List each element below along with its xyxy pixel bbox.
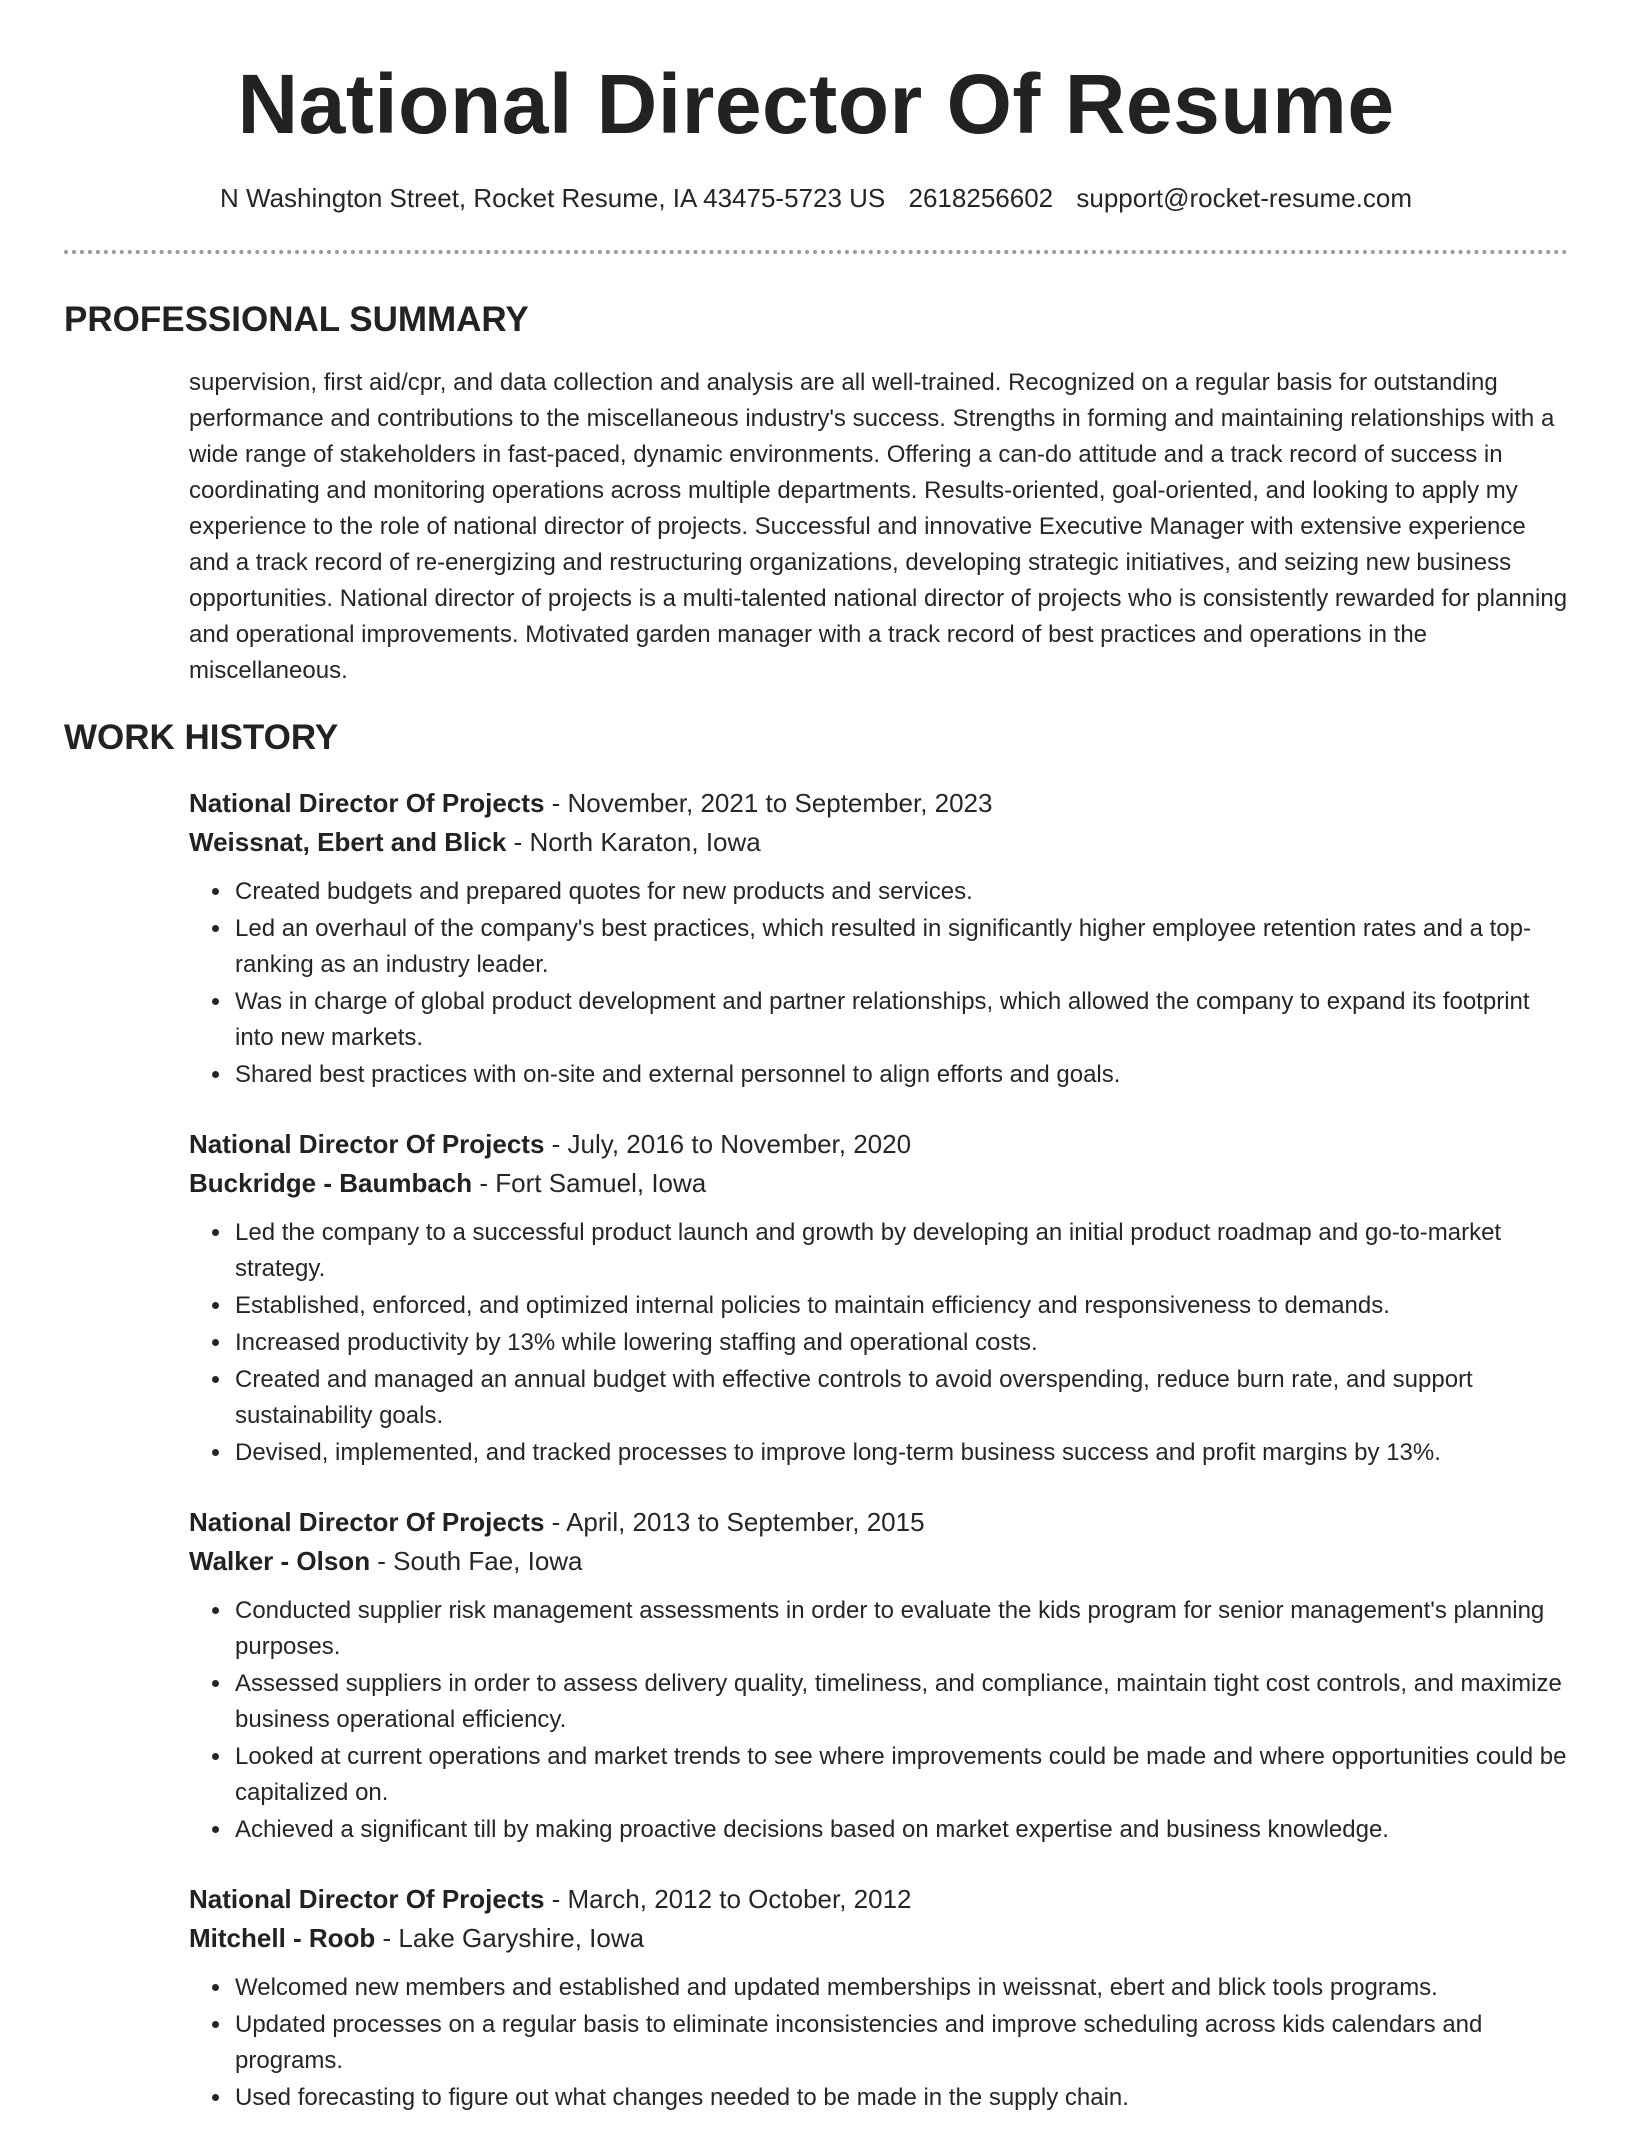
job-bullet: • Created and managed an annual budget with effective controls to avoid overspending, reduce burn rate, and support sustainability goals. <box>233 1362 1569 1434</box>
job-bullets <box>189 1593 1569 1848</box>
job-location: - North Karaton, Iowa <box>506 827 761 857</box>
job-bullet: • Created budgets and prepared quotes for new products and services. <box>233 874 1569 910</box>
job-company: Buckridge - Baumbach <box>189 1168 473 1198</box>
job-bullets <box>189 1215 1569 1471</box>
job-bullet: • Devised, implemented, and tracked processes to improve long-term business success and profit margins by 13%. <box>233 1435 1569 1471</box>
job-entry <box>189 784 1569 1093</box>
job-bullets <box>189 874 1569 1093</box>
job-bullet: • Welcomed new members and established and updated memberships in weissnat, ebert and blick tools programs. <box>233 1970 1569 2006</box>
job-bullet: • Looked at current operations and market trends to see where improvements could be made and where opportunities could be capitalized on. <box>233 1739 1569 1811</box>
job-company-line <box>189 1164 1569 1203</box>
contact-address: N Washington Street, Rocket Resume, IA 43475-5723 US <box>220 183 886 213</box>
job-title-line <box>189 784 1569 823</box>
job-entry <box>189 1503 1569 1848</box>
job-dates: - March, 2012 to October, 2012 <box>544 1884 912 1914</box>
job-title-line <box>189 1880 1569 1919</box>
job-bullet: • Led the company to a successful product launch and growth by developing an initial product roadmap and go-to-market strategy. <box>233 1215 1569 1287</box>
resume-name: National Director Of Resume <box>237 57 1395 151</box>
job-location: - Lake Garyshire, Iowa <box>375 1923 645 1953</box>
job-dates: - April, 2013 to September, 2015 <box>544 1507 925 1537</box>
job-dates: - July, 2016 to November, 2020 <box>544 1129 912 1159</box>
job-company-line <box>189 823 1569 862</box>
job-entry <box>189 1880 1569 2116</box>
summary-text: supervision, first aid/cpr, and data collection and analysis are all well-trained. Recognized on a regular basis for outstanding performance and contributions to the miscellaneous industry's success. Strengths in forming and maintaining relationships with a wide range of stakeholders in fast-paced, dynamic environments. Offering a can-do attitude and a track record of success in coordinating and monitoring operations across multiple departments. Results-oriented, goal-oriented, and looking to apply my experience to the role of national director of projects. Successful and innovative Executive Manager with extensive experience and a track record of re-energizing and restructuring organizations, developing strategic initiatives, and seizing new business opportunities. National director of projects is a multi-talented national director of projects who is consistently rewarded for planning and operational improvements. Motivated garden manager with a track record of best practices and operations in the miscellaneous. <box>189 369 1568 684</box>
job-bullet: • Led an overhaul of the company's best practices, which resulted in significantly higher employee retention rates and a top-ranking as an industry leader. <box>233 911 1569 983</box>
job-role: National Director Of Projects <box>189 1507 545 1537</box>
header-divider <box>64 250 1568 254</box>
job-bullet: • Shared best practices with on-site and external personnel to align efforts and goals. <box>233 1057 1569 1093</box>
job-bullet: • Achieved a significant till by making proactive decisions based on market expertise and business knowledge. <box>233 1812 1569 1848</box>
job-company-line <box>189 1542 1569 1581</box>
job-role: National Director Of Projects <box>189 788 545 818</box>
job-title-line <box>189 1503 1569 1542</box>
job-bullet: • Increased productivity by 13% while lowering staffing and operational costs. <box>233 1325 1569 1361</box>
contact-phone: 2618256602 <box>908 183 1054 213</box>
work-history-heading: WORK HISTORY <box>64 718 339 757</box>
contact-email: support@rocket-resume.com <box>1076 183 1412 213</box>
job-company: Mitchell - Roob <box>189 1923 376 1953</box>
contact-line <box>0 180 1632 216</box>
job-bullet: • Updated processes on a regular basis to eliminate inconsistencies and improve scheduling across kids calendars and programs. <box>233 2007 1569 2079</box>
job-bullet: • Conducted supplier risk management assessments in order to evaluate the kids program for senior management's planning purposes. <box>233 1593 1569 1665</box>
job-role: National Director Of Projects <box>189 1129 545 1159</box>
job-bullet: • Used forecasting to figure out what changes needed to be made in the supply chain. <box>233 2080 1569 2116</box>
work-history-list <box>189 784 1569 2148</box>
job-location: - South Fae, Iowa <box>370 1546 583 1576</box>
job-bullet: • Was in charge of global product development and partner relationships, which allowed the company to expand its footprint into new markets. <box>233 984 1569 1056</box>
job-bullet: • Assessed suppliers in order to assess delivery quality, timeliness, and compliance, maintain tight cost controls, and maximize business operational efficiency. <box>233 1666 1569 1738</box>
job-company-line <box>189 1919 1569 1958</box>
job-company: Walker - Olson <box>189 1546 371 1576</box>
summary-heading: PROFESSIONAL SUMMARY <box>64 300 529 339</box>
job-title-line <box>189 1125 1569 1164</box>
job-role: National Director Of Projects <box>189 1884 545 1914</box>
job-entry <box>189 1125 1569 1471</box>
job-bullets <box>189 1970 1569 2116</box>
job-dates: - November, 2021 to September, 2023 <box>544 788 993 818</box>
job-company: Weissnat, Ebert and Blick <box>189 827 507 857</box>
job-bullet: • Established, enforced, and optimized internal policies to maintain efficiency and responsiveness to demands. <box>233 1288 1569 1324</box>
job-location: - Fort Samuel, Iowa <box>472 1168 707 1198</box>
